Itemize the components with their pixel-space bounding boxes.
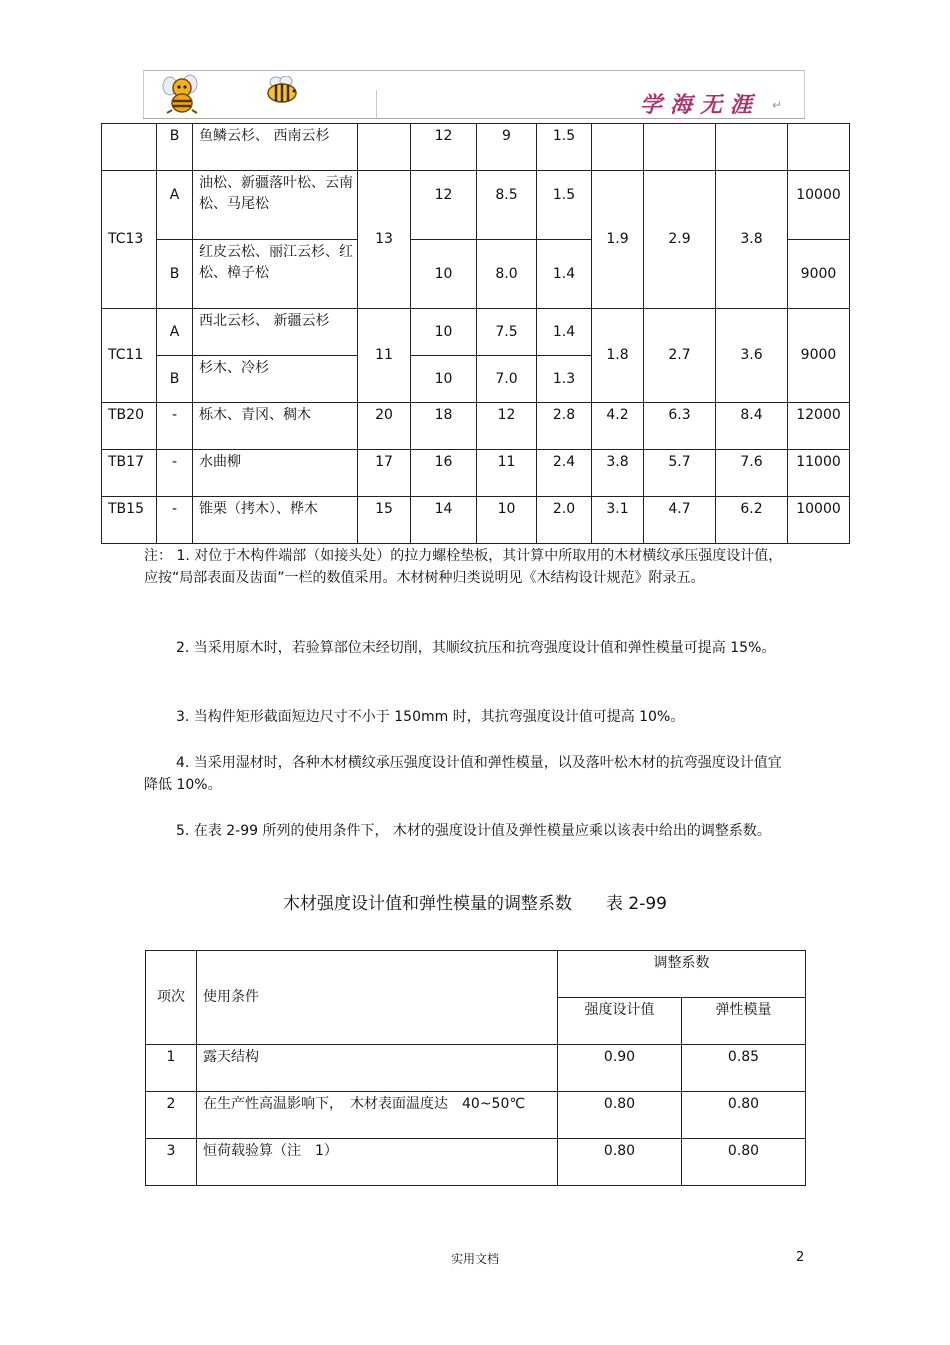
grade-cell: TC13 bbox=[102, 171, 157, 309]
note-1: 注： 1. 对位于木构件端部（如接头处）的拉力螺栓垫板，其计算中所取用的木材横纹承压强度设计值，应按“局部表面及齿面”一栏的数值采用。木材树种归类说明见《木结构设计规范》附录五。 bbox=[144, 548, 783, 586]
footer-label: 实用文档 bbox=[450, 1252, 499, 1266]
note-4: 4. 当采用湿材时，各种木材横纹承压强度设计值和弹性模量，以及落叶松木材的抗弯强度设计值宜降低 10%。 bbox=[144, 755, 782, 793]
note-5: 5. 在表 2-99 所列的使用条件下， 木材的强度设计值及弹性模量应乘以该表中给出的调整系数。 bbox=[176, 823, 771, 839]
page-number: 2 bbox=[796, 1250, 805, 1265]
paragraph-return-mark: ↵ bbox=[772, 98, 783, 112]
header-modulus: 弹性模量 bbox=[682, 998, 806, 1045]
table-row: TB15 - 锥栗（拷木）、桦木 15 14 10 2.0 3.1 4.7 6.2 10000 bbox=[102, 497, 850, 544]
header-logo: 学海无涯 bbox=[640, 92, 761, 118]
adjustment-coefficient-table bbox=[145, 950, 806, 1186]
wood-strength-table bbox=[101, 123, 850, 544]
header-rule-right bbox=[804, 70, 805, 118]
table-row: B 杉木、冷杉 10 7.0 1.3 bbox=[102, 356, 850, 403]
header-condition: 使用条件 bbox=[197, 951, 558, 1045]
table-row: B 鱼鳞云杉、 西南云杉 12 9 1.5 bbox=[102, 124, 850, 171]
table-row: 3 恒荷载验算（注 1） 0.80 0.80 bbox=[146, 1139, 806, 1186]
header-item: 项次 bbox=[146, 951, 197, 1045]
note-2: 2. 当采用原木时，若验算部位未经切削，其顺纹抗压和抗弯强度设计值和弹性模量可提高 15%。 bbox=[176, 640, 776, 656]
table-caption: 木材强度设计值和弹性模量的调整系数 表 2-99 bbox=[283, 894, 667, 914]
table-row: TB17 - 水曲柳 17 16 11 2.4 3.8 5.7 7.6 11000 bbox=[102, 450, 850, 497]
table-row: TB20 - 栎木、青冈、稠木 20 18 12 2.8 4.2 6.3 8.4 12000 bbox=[102, 403, 850, 450]
header-strength: 强度设计值 bbox=[558, 998, 682, 1045]
grade-cell: TC11 bbox=[102, 309, 157, 403]
table-header-row bbox=[146, 951, 806, 998]
header-rule-left bbox=[143, 70, 144, 118]
header-rule-top bbox=[143, 70, 805, 71]
table-row: 1 露天结构 0.90 0.85 bbox=[146, 1045, 806, 1092]
bee-icon bbox=[262, 76, 302, 106]
table-row: 2 在生产性高温影响下， 木材表面温度达 40~50℃ 0.80 0.80 bbox=[146, 1092, 806, 1139]
table-row: B 红皮云松、丽江云杉、红松、樟子松 10 8.0 1.4 9000 bbox=[102, 240, 850, 309]
note-3: 3. 当构件矩形截面短边尺寸不小于 150mm 时，其抗弯强度设计值可提高 10%。 bbox=[176, 709, 685, 725]
header-rule-mid bbox=[376, 90, 377, 118]
table-row: TC11 A 西北云杉、 新疆云杉 11 10 7.5 1.4 1.8 2.7 3.6 9000 bbox=[102, 309, 850, 356]
table-row: TC13 A 油松、新疆落叶松、云南松、马尾松 13 12 8.5 1.5 1.9 2.9 3.8 10000 bbox=[102, 171, 850, 240]
bee-cartoon-icon bbox=[160, 72, 208, 114]
header-coef: 调整系数 bbox=[558, 951, 806, 998]
